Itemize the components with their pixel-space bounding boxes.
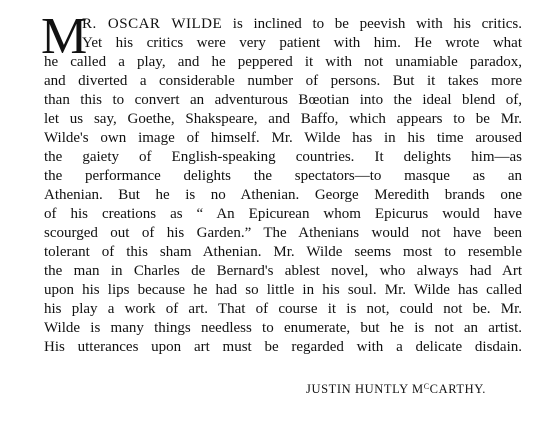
- article-line-13: tolerant of this sham Athenian. Mr. Wilde seems most to resemble: [44, 244, 522, 260]
- author-byline: [306, 382, 486, 397]
- article-line-14: the man in Charles de Bernard's ablest novel, who always had Art: [44, 263, 522, 279]
- article-line-2: Yet his critics were very patient with him. He wrote what: [82, 35, 522, 51]
- opening-rest: is inclined to be peevish with his critics.: [222, 16, 522, 32]
- article-line-11: of his creations as “ An Epicurean whom Epicurus would have: [44, 206, 522, 222]
- article-line-4: and diverted a considerable number of persons. But it takes more: [44, 73, 522, 89]
- article-paragraph: [41, 8, 522, 357]
- article-line-9: the performance delights the spectators—to masque as an: [44, 168, 522, 184]
- byline-name: JUSTIN HUNTLY M: [306, 382, 424, 396]
- byline-surname: CARTHY.: [429, 382, 486, 396]
- article-line-16: his play a work of art. That of course it is not, could not be. Mr.: [44, 301, 522, 317]
- article-line-8: the gaiety of English-speaking countries. It delights him—as: [44, 149, 522, 165]
- article-line-5: than this to convert an adventurous Bœotian into the ideal blend of,: [44, 92, 522, 108]
- article-line-18: His utterances upon art must be regarded with a delicate disdain.: [44, 339, 522, 355]
- opening-name: R. OSCAR WILDE: [82, 16, 223, 32]
- drop-cap-letter: M: [41, 8, 88, 65]
- article-line-1: [82, 15, 522, 34]
- article-line-12: scourged out of his Garden.” The Athenians would not have been: [44, 225, 522, 241]
- article-line-15: upon his lips because he had so little in his soul. Mr. Wilde has called: [44, 282, 522, 298]
- article-line-10: Athenian. But he is no Athenian. George Meredith brands one: [44, 187, 522, 203]
- article-line-3: he called a play, and he peppered it with not unamiable paradox,: [44, 54, 522, 70]
- article-page: [41, 8, 522, 396]
- article-line-17: Wilde is many things needless to enumerate, but he is not an artist.: [44, 320, 522, 336]
- article-line-7: Wilde's own image of himself. Mr. Wilde has in his time aroused: [44, 130, 522, 146]
- byline-superscript: C: [423, 382, 430, 391]
- article-line-6: let us say, Goethe, Shakspeare, and Baffo, which appears to be Mr.: [44, 111, 522, 127]
